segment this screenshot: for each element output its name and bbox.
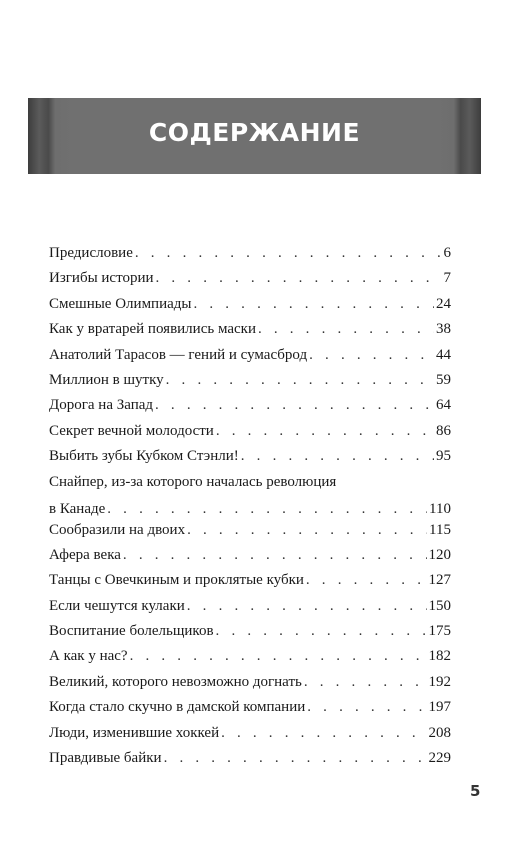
toc-entry (49, 523, 451, 548)
dot-leader (258, 322, 434, 337)
toc-entry-page: 115 (429, 521, 451, 538)
dot-leader (156, 271, 442, 286)
dot-leader (187, 523, 427, 538)
toc-entry (49, 675, 451, 700)
toc-entry-page: 120 (428, 546, 451, 563)
dot-leader (164, 751, 427, 766)
toc-entry-page: 95 (436, 448, 451, 465)
dot-leader (107, 502, 427, 517)
toc-entry (49, 373, 451, 398)
toc-entry (49, 424, 451, 449)
toc-entry (49, 475, 451, 523)
dot-leader (123, 548, 427, 563)
toc-entry-page: 7 (443, 270, 451, 287)
toc-entry-page: 64 (436, 397, 451, 414)
toc-entry-page: 150 (428, 597, 451, 614)
dot-leader (216, 424, 434, 439)
toc-entry-title-continuation: в Канаде (49, 500, 106, 517)
toc-entry (49, 398, 451, 423)
toc-entry (49, 548, 451, 573)
toc-entry-title: Снайпер, из-за которого началась революция (49, 473, 337, 490)
toc-entry (49, 246, 451, 271)
toc-entry-title: Великий, которого невозможно догнать (49, 673, 302, 690)
toc-entry-page: 182 (428, 648, 451, 665)
toc-entry-page: 44 (436, 346, 451, 363)
toc-entry-title: Сообразили на двоих (49, 521, 186, 538)
page-title: СОДЕРЖАНИЕ (148, 118, 361, 147)
toc-entry-title: Секрет вечной молодости (49, 422, 214, 439)
toc-entry (49, 297, 451, 322)
toc-entry-title: Когда стало скучно в дамской компании (49, 699, 306, 716)
toc-entry-title: Если чешутся кулаки (49, 597, 185, 614)
dot-leader (130, 649, 427, 664)
dot-leader (309, 348, 434, 363)
toc-entry (49, 449, 451, 474)
toc-entry (49, 348, 451, 373)
dot-leader (306, 573, 427, 588)
toc-entry (49, 573, 451, 598)
toc-entry-title: Изгибы истории (49, 270, 154, 287)
toc-entry-title: Предисловие (49, 245, 133, 261)
heading-banner (28, 98, 481, 174)
dot-leader (155, 398, 434, 413)
toc-entry-page: 110 (429, 500, 451, 517)
toc-entry-title: Дорога на Запад (49, 397, 154, 414)
toc-entry-page: 38 (436, 321, 451, 338)
toc-entry-title: Выбить зубы Кубком Стэнли! (49, 448, 239, 465)
dot-leader (166, 373, 434, 388)
toc-entry (49, 599, 451, 624)
toc-entry-title: А как у нас? (49, 648, 128, 665)
toc-entry-title: Люди, изменившие хоккей (49, 724, 220, 741)
toc-entry-page: 175 (428, 623, 451, 640)
dot-leader (135, 246, 442, 261)
dot-leader (304, 675, 427, 690)
toc-entry (49, 751, 451, 776)
toc-entry-page: 208 (428, 724, 451, 741)
toc-entry-page: 59 (436, 371, 451, 388)
toc-entry-title: Анатолий Тарасов — гений и сумасброд (49, 346, 308, 363)
toc-entry-title: Смешные Олимпиады (49, 295, 192, 312)
dot-leader (307, 700, 426, 715)
toc-entry-title: Афера века (49, 546, 121, 563)
toc-entry-title: Как у вратарей появились маски (49, 321, 256, 338)
toc-entry-page: 229 (428, 750, 451, 767)
toc-entry-page: 192 (428, 673, 451, 690)
toc-entry-page: 127 (428, 572, 451, 589)
toc-entry-title: Воспитание болельщиков (49, 623, 214, 640)
toc-entry-page: 24 (436, 295, 451, 312)
dot-leader (193, 297, 434, 312)
toc-entry-title: Правдивые байки (49, 750, 162, 767)
table-of-contents (49, 246, 451, 776)
toc-entry-page: 86 (436, 422, 451, 439)
toc-entry (49, 726, 451, 751)
toc-entry (49, 700, 451, 725)
dot-leader (241, 449, 434, 464)
toc-entry (49, 271, 451, 296)
page-number: 5 (470, 782, 481, 800)
dot-leader (221, 726, 426, 741)
dot-leader (216, 624, 427, 639)
toc-entry-title: Миллион в шутку (49, 371, 164, 388)
toc-entry (49, 322, 451, 347)
toc-entry (49, 624, 451, 649)
toc-entry-page: 6 (443, 245, 451, 261)
toc-entry (49, 649, 451, 674)
dot-leader (187, 599, 427, 614)
toc-entry-title: Танцы с Овечкиным и проклятые кубки (49, 572, 304, 589)
toc-entry-page: 197 (428, 699, 451, 716)
